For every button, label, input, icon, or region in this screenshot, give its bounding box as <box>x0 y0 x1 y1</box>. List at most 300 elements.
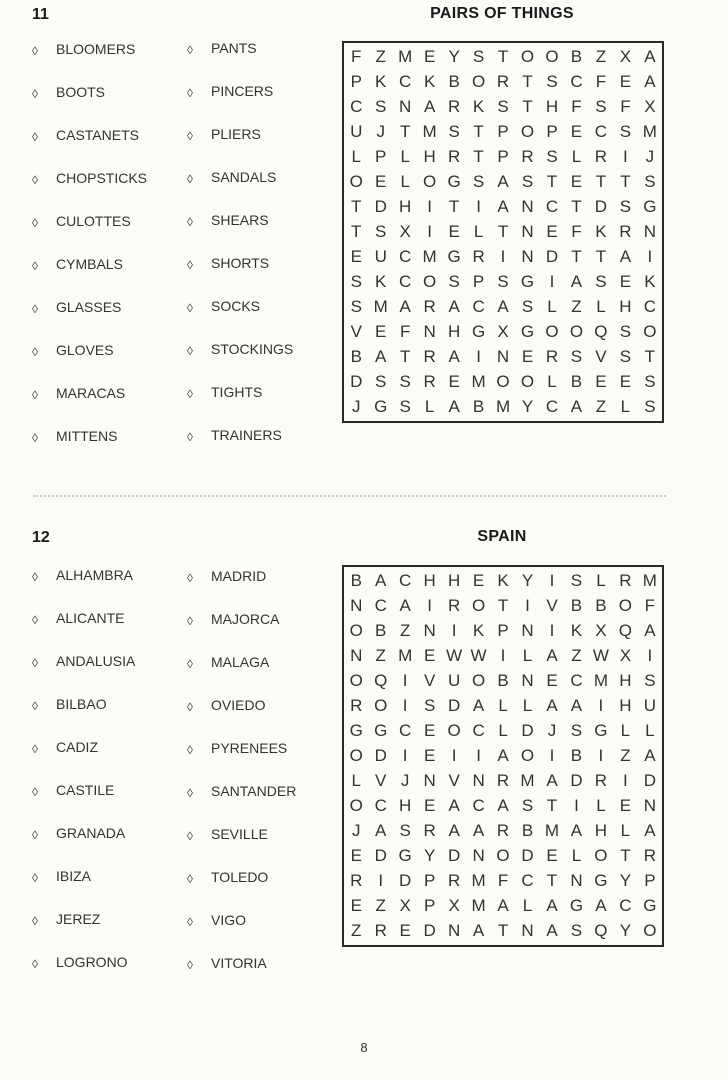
grid-letter: T <box>473 122 484 141</box>
diamond-bullet-icon: ◊ <box>32 345 38 359</box>
grid-row <box>344 743 662 768</box>
grid-row <box>344 693 662 718</box>
grid-letter: O <box>423 272 437 291</box>
diamond-bullet-icon: ◊ <box>187 430 193 444</box>
grid-letter: S <box>570 347 583 366</box>
word-list-item <box>187 382 327 425</box>
grid-letter: A <box>472 821 485 840</box>
grid-letter: R <box>447 596 461 615</box>
word-list-item <box>187 425 327 468</box>
grid-letter: S <box>448 272 460 291</box>
diamond-bullet-icon: ◊ <box>32 173 38 187</box>
diamond-bullet-icon: ◊ <box>187 743 193 757</box>
word-list-item <box>187 566 327 609</box>
grid-letter: Z <box>351 921 362 940</box>
puzzle-12-word-list-left <box>32 565 172 995</box>
grid-letter: G <box>643 197 657 216</box>
grid-letter: C <box>399 247 412 266</box>
diamond-bullet-icon: ◊ <box>32 957 38 971</box>
grid-letter: G <box>471 322 486 341</box>
diamond-bullet-icon: ◊ <box>32 914 38 928</box>
grid-letter: T <box>473 147 484 166</box>
grid-letter: D <box>374 197 387 216</box>
diamond-bullet-icon: ◊ <box>32 613 38 627</box>
grid-letter: E <box>423 47 436 66</box>
grid-letter: Z <box>620 746 631 765</box>
word-label: SHORTS <box>211 255 270 271</box>
grid-letter: A <box>375 571 387 590</box>
grid-letter: C <box>472 796 485 815</box>
grid-letter: C <box>570 72 583 91</box>
grid-letter: S <box>570 921 583 940</box>
grid-letter: T <box>620 172 631 191</box>
word-list-item <box>32 909 172 952</box>
grid-letter: D <box>521 721 534 740</box>
grid-letter: H <box>423 147 436 166</box>
grid-letter: X <box>644 97 656 116</box>
diamond-bullet-icon: ◊ <box>187 86 193 100</box>
grid-letter: G <box>520 322 535 341</box>
grid-letter: N <box>521 921 534 940</box>
grid-letter: A <box>375 347 387 366</box>
grid-letter: M <box>642 571 657 590</box>
grid-letter: A <box>497 796 509 815</box>
grid-row <box>344 269 662 294</box>
grid-letter: M <box>398 47 413 66</box>
diamond-bullet-icon: ◊ <box>187 172 193 186</box>
word-list-item <box>187 953 327 996</box>
puzzle-12-letter-grid <box>342 565 664 947</box>
grid-letter: O <box>520 372 535 391</box>
grid-letter: F <box>595 72 607 91</box>
grid-letter: B <box>570 596 583 615</box>
grid-letter: S <box>521 297 534 316</box>
diamond-bullet-icon: ◊ <box>187 958 193 972</box>
grid-letter: Z <box>375 646 386 665</box>
grid-letter: C <box>374 596 387 615</box>
grid-letter: B <box>448 72 460 91</box>
grid-letter: A <box>546 921 558 940</box>
grid-letter: L <box>351 147 361 166</box>
word-list-item <box>32 694 172 737</box>
grid-letter: C <box>472 721 485 740</box>
grid-letter: I <box>549 272 555 291</box>
word-list-item <box>32 125 172 168</box>
grid-row <box>344 918 662 943</box>
grid-letter: H <box>423 571 436 590</box>
grid-letter: I <box>402 696 408 715</box>
diamond-bullet-icon: ◊ <box>187 872 193 886</box>
grid-letter: E <box>423 721 436 740</box>
grid-letter: F <box>620 97 631 116</box>
grid-letter: D <box>350 372 363 391</box>
grid-letter: U <box>374 247 387 266</box>
grid-letter: U <box>350 122 363 141</box>
grid-letter: O <box>545 322 559 341</box>
grid-letter: Z <box>571 646 582 665</box>
grid-letter: E <box>521 347 534 366</box>
grid-letter: I <box>500 646 506 665</box>
diamond-bullet-icon: ◊ <box>187 786 193 800</box>
word-list-item <box>187 867 327 910</box>
grid-letter: Y <box>521 397 534 416</box>
grid-letter: K <box>375 272 387 291</box>
puzzle-11-number: 11 <box>32 6 49 23</box>
grid-letter: O <box>423 172 437 191</box>
grid-letter: A <box>423 97 436 116</box>
grid-letter: X <box>399 896 411 915</box>
word-label: ANDALUSIA <box>56 653 136 669</box>
grid-letter: A <box>619 247 632 266</box>
grid-letter: J <box>351 821 361 840</box>
word-list-item <box>187 253 327 296</box>
grid-letter: V <box>375 771 387 790</box>
grid-letter: A <box>497 197 509 216</box>
diamond-bullet-icon: ◊ <box>32 431 38 445</box>
grid-letter: S <box>521 172 534 191</box>
word-label: IBIZA <box>56 868 92 884</box>
grid-row <box>344 169 662 194</box>
word-list-item <box>187 167 327 210</box>
grid-letter: O <box>349 746 363 765</box>
word-label: GRANADA <box>56 825 126 841</box>
grid-letter: S <box>350 272 362 291</box>
grid-letter: M <box>593 671 608 690</box>
grid-row <box>344 593 662 618</box>
grid-letter: P <box>472 272 485 291</box>
grid-letter: I <box>500 247 506 266</box>
grid-letter: S <box>472 47 485 66</box>
word-label: MALAGA <box>211 654 270 670</box>
grid-letter: L <box>473 222 484 241</box>
grid-letter: T <box>351 197 362 216</box>
grid-letter: D <box>643 771 656 790</box>
grid-letter: S <box>497 97 509 116</box>
grid-row <box>344 768 662 793</box>
word-label: OVIEDO <box>211 697 266 713</box>
grid-letter: L <box>498 696 508 715</box>
grid-letter: S <box>350 297 362 316</box>
grid-letter: O <box>349 796 363 815</box>
grid-letter: J <box>376 122 385 141</box>
grid-letter: K <box>375 72 387 91</box>
grid-row <box>344 319 662 344</box>
page-number: 8 <box>360 1040 368 1055</box>
grid-letter: Y <box>423 846 436 865</box>
grid-letter: I <box>427 596 432 615</box>
grid-letter: L <box>400 172 410 191</box>
grid-letter: B <box>570 746 583 765</box>
grid-letter: G <box>643 896 657 915</box>
grid-letter: F <box>497 871 509 890</box>
grid-letter: O <box>471 72 486 91</box>
grid-letter: I <box>647 646 653 665</box>
word-label: BOOTS <box>56 84 106 100</box>
word-label: GLASSES <box>56 299 122 315</box>
diamond-bullet-icon: ◊ <box>32 742 38 756</box>
grid-letter: O <box>447 721 461 740</box>
grid-letter: I <box>549 621 555 640</box>
grid-letter: N <box>521 247 534 266</box>
grid-letter: Y <box>448 47 460 66</box>
grid-letter: S <box>644 397 656 416</box>
grid-row <box>344 369 662 394</box>
puzzle-12-number: 12 <box>32 529 50 546</box>
grid-row <box>344 69 662 94</box>
diamond-bullet-icon: ◊ <box>32 130 38 144</box>
word-list-item <box>187 296 327 339</box>
grid-letter: E <box>619 72 632 91</box>
grid-letter: C <box>521 871 534 890</box>
grid-letter: L <box>522 646 533 665</box>
grid-letter: S <box>497 272 509 291</box>
grid-letter: R <box>545 347 559 366</box>
grid-letter: M <box>373 297 388 316</box>
grid-letter: Y <box>619 921 632 940</box>
grid-letter: E <box>546 222 558 241</box>
grid-letter: B <box>472 397 485 416</box>
grid-letter: T <box>595 172 607 191</box>
grid-letter: O <box>545 47 559 66</box>
grid-letter: D <box>521 846 534 865</box>
grid-letter: A <box>472 921 485 940</box>
word-list-item <box>32 39 172 82</box>
grid-letter: G <box>374 721 388 740</box>
grid-letter: S <box>644 671 656 690</box>
grid-letter: N <box>521 222 534 241</box>
diamond-bullet-icon: ◊ <box>32 87 38 101</box>
grid-letter: S <box>619 122 632 141</box>
grid-letter: P <box>644 871 656 890</box>
grid-letter: E <box>423 646 436 665</box>
word-list-item <box>187 695 327 738</box>
grid-letter: N <box>472 846 485 865</box>
grid-letter: C <box>399 721 412 740</box>
grid-row <box>344 44 662 69</box>
grid-letter: A <box>497 297 509 316</box>
grid-letter: E <box>595 372 607 391</box>
grid-letter: Z <box>571 297 582 316</box>
grid-letter: M <box>520 771 535 790</box>
word-label: CADIZ <box>56 739 98 755</box>
word-label: SOCKS <box>211 298 261 314</box>
grid-letter: P <box>423 896 436 915</box>
grid-letter: R <box>594 771 608 790</box>
grid-row <box>344 618 662 643</box>
grid-letter: G <box>349 721 363 740</box>
diamond-bullet-icon: ◊ <box>32 871 38 885</box>
grid-letter: O <box>349 671 363 690</box>
grid-letter: M <box>398 646 413 665</box>
word-list-item <box>32 82 172 125</box>
grid-row <box>344 793 662 818</box>
grid-letter: V <box>423 671 436 690</box>
grid-letter: T <box>522 72 533 91</box>
grid-row <box>344 643 662 668</box>
grid-letter: Z <box>399 621 411 640</box>
grid-letter: N <box>350 596 363 615</box>
grid-letter: M <box>495 397 511 416</box>
grid-letter: Z <box>375 896 386 915</box>
grid-letter: I <box>623 771 628 790</box>
grid-letter: A <box>546 696 558 715</box>
grid-letter: I <box>476 746 481 765</box>
word-label: PANTS <box>211 40 257 56</box>
grid-letter: E <box>350 896 362 915</box>
grid-letter: I <box>476 347 481 366</box>
grid-letter: M <box>422 122 437 141</box>
grid-letter: R <box>423 297 436 316</box>
grid-letter: L <box>596 571 606 590</box>
grid-letter: D <box>423 921 436 940</box>
grid-letter: S <box>399 397 411 416</box>
diamond-bullet-icon: ◊ <box>187 915 193 929</box>
grid-letter: O <box>520 47 535 66</box>
word-label: SHEARS <box>211 212 269 228</box>
word-list-item <box>187 124 327 167</box>
grid-letter: W <box>446 646 463 665</box>
grid-letter: N <box>472 771 485 790</box>
word-label: PYRENEES <box>211 740 288 756</box>
word-list-item <box>187 910 327 953</box>
word-label: TIGHTS <box>211 384 263 400</box>
grid-letter: B <box>350 347 362 366</box>
grid-letter: P <box>546 122 558 141</box>
grid-letter: L <box>400 147 410 166</box>
grid-letter: O <box>643 921 657 940</box>
grid-letter: A <box>570 272 583 291</box>
grid-letter: H <box>594 821 608 840</box>
grid-letter: I <box>451 621 457 640</box>
grid-letter: K <box>472 621 485 640</box>
grid-row <box>344 868 662 893</box>
grid-letter: S <box>570 571 583 590</box>
grid-letter: O <box>520 122 535 141</box>
grid-letter: T <box>497 596 509 615</box>
diamond-bullet-icon: ◊ <box>187 215 193 229</box>
grid-letter: T <box>571 197 582 216</box>
word-label: TRAINERS <box>211 427 282 443</box>
grid-letter: L <box>424 397 435 416</box>
grid-letter: I <box>402 671 408 690</box>
grid-row <box>344 394 662 419</box>
grid-letter: I <box>549 746 555 765</box>
grid-letter: T <box>644 347 656 366</box>
word-label: ALHAMBRA <box>56 567 134 583</box>
diamond-bullet-icon: ◊ <box>187 344 193 358</box>
grid-letter: Z <box>595 397 607 416</box>
word-list-item <box>32 168 172 211</box>
word-list-item <box>32 823 172 866</box>
grid-letter: K <box>595 222 607 241</box>
grid-letter: S <box>619 322 632 341</box>
diamond-bullet-icon: ◊ <box>32 302 38 316</box>
grid-letter: O <box>471 671 486 690</box>
grid-letter: L <box>596 297 606 316</box>
grid-letter: L <box>645 721 655 740</box>
grid-letter: D <box>399 871 412 890</box>
diamond-bullet-icon: ◊ <box>187 657 193 671</box>
grid-letter: I <box>598 696 604 715</box>
grid-letter: A <box>570 397 583 416</box>
grid-letter: O <box>569 322 584 341</box>
grid-letter: C <box>472 297 485 316</box>
grid-letter: E <box>399 921 411 940</box>
grid-letter: Q <box>618 621 632 640</box>
word-list-item <box>187 609 327 652</box>
word-list-item <box>32 565 172 608</box>
word-list-item <box>32 866 172 909</box>
grid-letter: E <box>423 796 436 815</box>
grid-letter: E <box>350 846 362 865</box>
grid-letter: A <box>644 47 656 66</box>
grid-letter: E <box>619 372 632 391</box>
diamond-bullet-icon: ◊ <box>187 129 193 143</box>
grid-letter: N <box>423 621 436 640</box>
grid-letter: M <box>471 896 486 915</box>
grid-letter: S <box>399 821 411 840</box>
grid-letter: A <box>497 746 509 765</box>
grid-letter: L <box>522 696 533 715</box>
grid-letter: V <box>546 596 558 615</box>
word-list-item <box>32 211 172 254</box>
diamond-bullet-icon: ◊ <box>187 614 193 628</box>
grid-letter: T <box>595 247 607 266</box>
word-label: CASTANETS <box>56 127 139 143</box>
grid-letter: C <box>643 297 656 316</box>
grid-letter: R <box>350 871 363 890</box>
word-list-item <box>32 737 172 780</box>
grid-letter: R <box>423 372 436 391</box>
grid-letter: O <box>496 372 510 391</box>
grid-letter: P <box>497 147 509 166</box>
grid-letter: R <box>643 846 656 865</box>
grid-letter: O <box>594 846 608 865</box>
grid-letter: R <box>350 696 363 715</box>
grid-letter: I <box>402 746 408 765</box>
diamond-bullet-icon: ◊ <box>187 571 193 585</box>
puzzle-11-title: PAIRS OF THINGS <box>430 5 574 22</box>
word-label: ALICANTE <box>56 610 125 626</box>
grid-letter: I <box>476 197 481 216</box>
grid-letter: Q <box>374 671 388 690</box>
word-label: BILBAO <box>56 696 107 712</box>
puzzle-11-word-list-right <box>187 38 327 468</box>
grid-letter: E <box>375 322 387 341</box>
grid-letter: H <box>399 796 412 815</box>
grid-letter: L <box>620 721 631 740</box>
grid-letter: P <box>375 147 387 166</box>
word-label: MADRID <box>211 568 267 584</box>
grid-row <box>344 219 662 244</box>
word-list-item <box>32 952 172 995</box>
grid-letter: C <box>399 72 412 91</box>
grid-letter: C <box>399 571 412 590</box>
grid-letter: X <box>619 646 632 665</box>
grid-letter: O <box>643 322 657 341</box>
grid-letter: I <box>525 596 530 615</box>
grid-letter: G <box>594 721 608 740</box>
grid-letter: L <box>571 846 582 865</box>
grid-letter: N <box>521 671 534 690</box>
grid-letter: E <box>448 372 460 391</box>
grid-row <box>344 344 662 369</box>
grid-letter: G <box>520 272 535 291</box>
grid-letter: A <box>546 896 558 915</box>
grid-letter: L <box>620 397 631 416</box>
diamond-bullet-icon: ◊ <box>187 700 193 714</box>
grid-letter: T <box>522 97 533 116</box>
